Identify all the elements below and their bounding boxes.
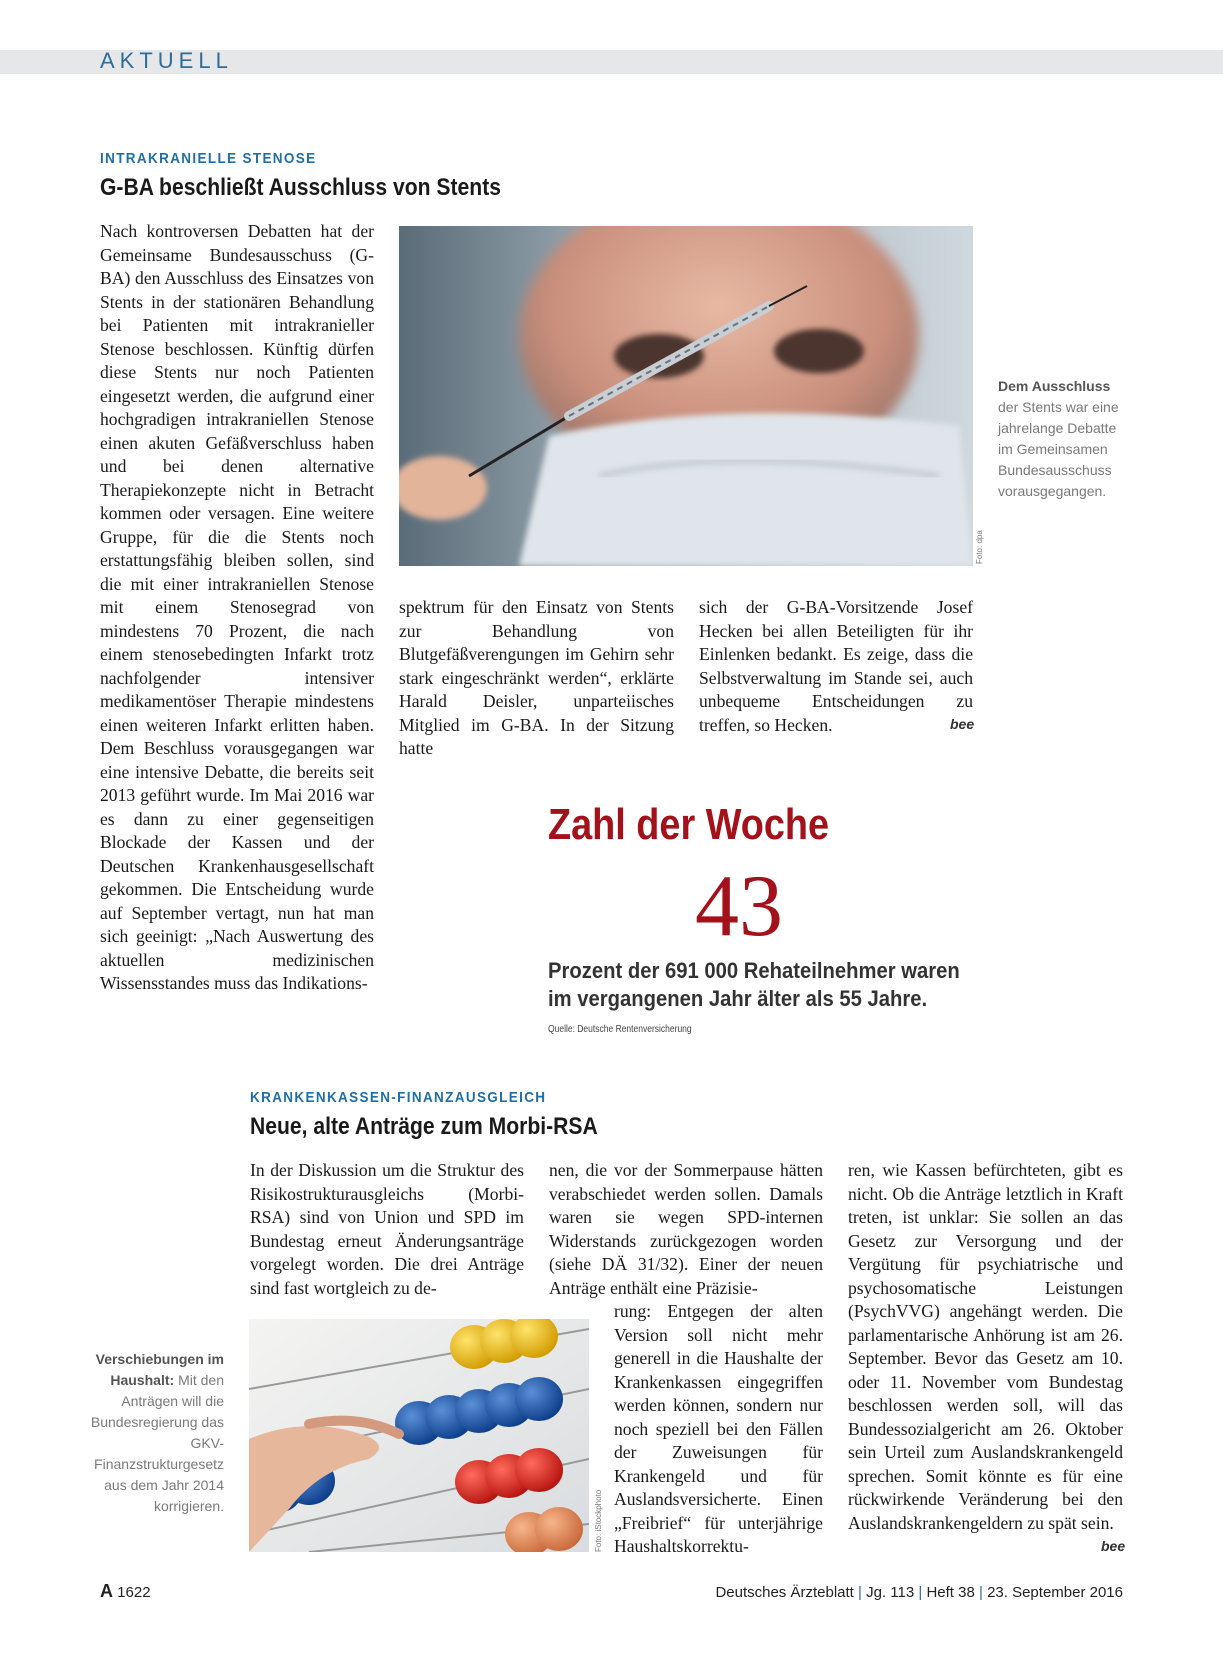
article1-column-1 [100, 220, 374, 996]
footer-volume: Jg. 113 [866, 1584, 915, 1601]
article1-signature: bee [950, 716, 975, 732]
footer-publication-info [715, 1584, 1123, 1601]
footer-publication: Deutsches Ärzteblatt [715, 1584, 854, 1601]
article2-col2-bottom-text: rung: Entgegen der alten Version soll nicht mehr generell in die Haushalte der Krankenkassen eingegriffen werden können, sondern nur noch speziell bei den Fällen der Zuweisungen für Krankengeld und für Auslandsversicherte. Einen „Freibrief“ für unterjährige Haushaltskorrektu- [614, 1301, 823, 1556]
page-number-value: 1622 [117, 1584, 151, 1601]
article1-column-3 [699, 596, 973, 737]
zahl-der-woche-source: Quelle: Deutsche Rentenversicherung [548, 1024, 692, 1035]
article2-headline: Neue, alte Anträge zum Morbi-RSA [250, 1113, 598, 1140]
article1-col1-text: Nach kontroversen Debatten hat der Gemeinsame Bundesausschuss (G-BA) den Ausschluss des Einsatzes von Stents in der stationären Behandlung bei Patienten mit intrakranieller Stenose beschlossen. Künftig dürfen diese Stents nur noch Patienten eingesetzt werden, die aufgrund einer hochgradigen intrakraniellen Stenose einen akuten Gefäßverschluss haben und bei denen alternative Therapiekonzepte nicht in Betracht kommen oder versagen. Eine weitere Gruppe, für die die Stents noch erstattungsfähig bleiben sollen, sind die mit einer intrakraniellen Stenose mit einem Stenosegrad von mindestens 70 Prozent, die nach einem stenosebedingten Infarkt trotz nachfolgender intensiver medikamentöser Therapie mindestens einen weiteren Infarkt erlitten haben. Dem Beschluss vorausgegangen war eine intensive Debatte, die bereits seit 2013 geführt wurde. Im Mai 2016 war es dann zu einer gegenseitigen Blockade der Kassen und der Deutschen Krankenhausgesellschaft gekommen. Die Entscheidung wurde auf September vertagt, nun hat man sich geeinigt: „Nach Auswertung des aktuellen medizinischen Wissensstandes muss das Indikations- [100, 221, 374, 993]
page-prefix: A [100, 1581, 113, 1601]
article2-column-3 [848, 1159, 1123, 1535]
stent-photo [399, 226, 973, 566]
abacus-photo-illustration [249, 1319, 589, 1552]
article2-caption [82, 1349, 224, 1517]
zahl-der-woche-line1: Prozent der 691 000 Rehateilnehmer waren [548, 958, 960, 983]
footer-separator: | [858, 1584, 862, 1601]
stent-photo-illustration [399, 226, 973, 566]
footer-issue: Heft 38 [926, 1584, 975, 1601]
page-number [100, 1581, 151, 1602]
article1-kicker: INTRAKRANIELLE STENOSE [100, 150, 317, 167]
article1-col2-text: spektrum für den Einsatz von Stents zur Behandlung von Blutgefäßverengungen im Gehirn sehr stark eingeschränkt werden“, erklärte Harald Deisler, unparteiisches Mitglied im G-BA. In der Sitzung hatte [399, 597, 674, 758]
abacus-photo [249, 1319, 589, 1552]
article2-column-2-top [549, 1159, 823, 1300]
footer-separator: | [918, 1584, 923, 1601]
article2-column-2-bottom [614, 1300, 823, 1559]
article1-photo-credit: Foto: dpa [975, 530, 984, 564]
article1-column-2 [399, 596, 674, 761]
article1-col3-text: sich der G-BA-Vorsitzende Josef Hecken bei allen Beteiligten für ihr Einlenken bedankt. Es zeige, dass die Selbstverwaltung im Stande sei, auch unbequeme Entscheidungen zu treffen, so Hecken. [699, 597, 973, 735]
article2-col3-text: ren, wie Kassen befürchteten, gibt es nicht. Ob die Anträge letztlich in Kraft treten, ist unklar: Sie sollen an das Gesetz zur Versorgung und der Vergütung für psychiatrische und psychosomatische Leistungen (PsychVVG) angehängt werden. Die parlamentarische Anhörung ist am 26. September. Bevor das Gesetz am 10. oder 11. November vom Bundestag beschlossen werden soll, will das Bundessozialgericht am 26. Oktober sein Urteil zum Auslandskrankengeld sprechen. Somit könnte es für eine rückwirkende Veränderung bei den Auslandskrankengeldern zu spät sein. [848, 1160, 1123, 1533]
article1-caption-text: der Stents war eine jahrelange Debatte im Gemeinsamen Bundesausschuss vorausgegangen. [998, 399, 1119, 499]
article2-caption-text: Mit den Anträgen will die Bundesregierung das GKV-Finanzstrukturgesetz aus dem Jahr 2014 korrigieren. [90, 1372, 224, 1514]
zahl-der-woche-title: Zahl der Woche [548, 800, 830, 849]
footer-separator: | [978, 1584, 983, 1601]
article2-caption-bold: Verschiebungen im Haushalt: [95, 1351, 224, 1388]
article1-caption [998, 376, 1123, 502]
section-label: AKTUELL [100, 48, 233, 73]
article1-caption-bold: Dem Ausschluss [998, 378, 1111, 394]
article2-col1-text: In der Diskussion um die Struktur des Risikostrukturausgleichs (Morbi-RSA) sind von Union und SPD im Bundestag erneut Änderungsanträge vorgelegt worden. Die drei Anträge sind fast wortgleich zu de- [250, 1160, 524, 1298]
article2-col2-top-text: nen, die vor der Sommerpause hätten verabschiedet werden sollen. Damals waren sie wegen SPD-internen Widerstands zurückgezogen worden (siehe DÄ 31/32). Einer der neuen Anträge enthält eine Präzisie- [549, 1160, 823, 1298]
footer-date: 23. September 2016 [987, 1584, 1123, 1601]
article1-headline: G-BA beschließt Ausschluss von Stents [100, 174, 501, 201]
article2-kicker: KRANKENKASSEN-FINANZAUSGLEICH [250, 1089, 547, 1106]
zahl-der-woche-number: 43 [695, 858, 783, 955]
zahl-der-woche-line2: im vergangenen Jahr älter als 55 Jahre. [548, 986, 928, 1011]
article2-photo-credit: Foto: iStockphoto [594, 1489, 603, 1552]
article2-signature: bee [1101, 1538, 1126, 1554]
article2-column-1 [250, 1159, 524, 1300]
